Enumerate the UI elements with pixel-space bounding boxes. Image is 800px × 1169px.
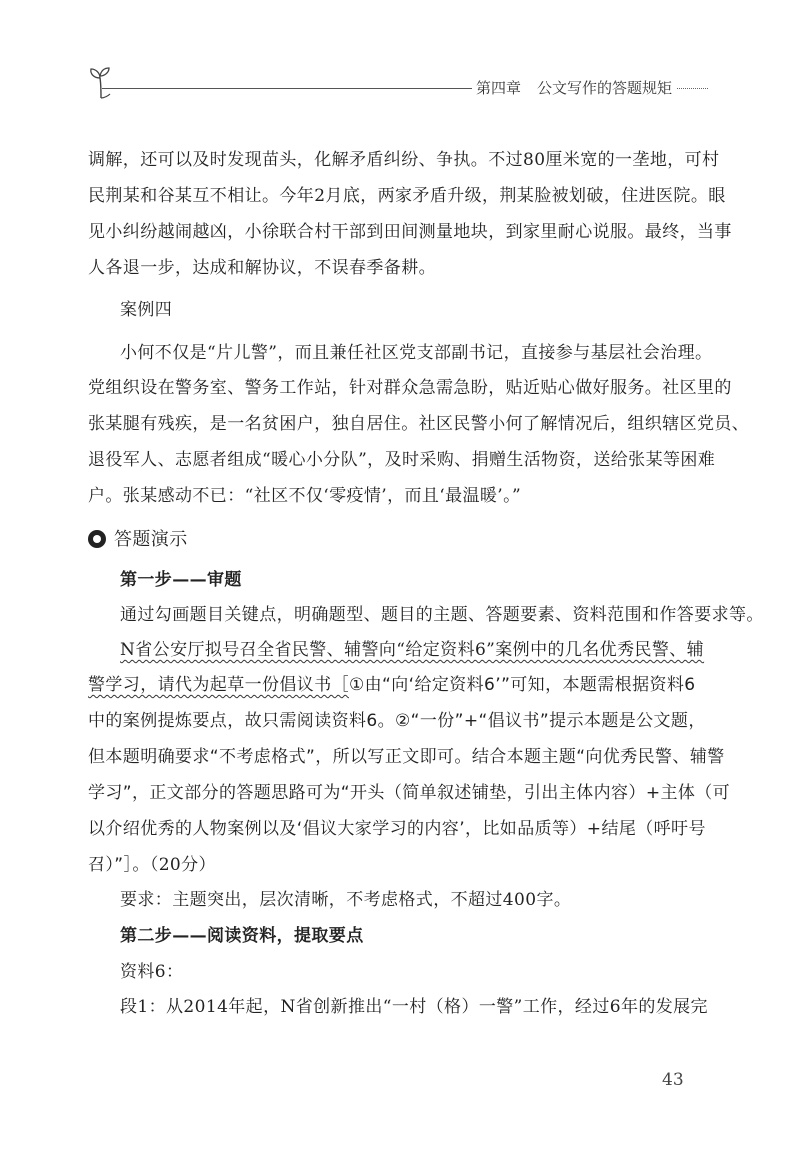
- sprout-icon: [88, 64, 114, 100]
- question-text: N省公安厅拟号召全省民警、辅警向“给定资料6”案例中的几名优秀民警、辅: [120, 640, 705, 660]
- case-heading: 案例四: [120, 300, 173, 320]
- section-heading: [88, 530, 708, 550]
- annotation-line: 但本题明确要求“不考虑格式”，所以写正文即可。结合本题主题“向优秀民警、辅警: [88, 747, 725, 767]
- material-label: 资料6：: [120, 962, 184, 982]
- body-line: 见小纠纷越闹越凶，小徐联合村干部到田间测量地块，到家里耐心说服。最终，当事: [88, 222, 732, 242]
- body-line: 党组织设在警务室、警务工作站，针对群众急需急盼，贴近贴心做好服务。社区里的: [88, 378, 732, 398]
- chapter-title: [472, 77, 676, 98]
- section-title: 答题演示: [114, 529, 188, 550]
- body-line: 退役军人、志愿者组成“暖心小分队”，及时采购、捐赠生活物资，送给张某等困难: [88, 450, 716, 470]
- body-line: 户。张某感动不已：“社区不仅‘零疫情’，而且‘最温暖’。”: [88, 486, 522, 506]
- body-line: 张某腿有残疾，是一名贫困户，独自居住。社区民警小何了解情况后，组织辖区党员、: [88, 414, 750, 434]
- annotation-line: 中的案例提炼要点，故只需阅读资料6。②“一份”+“倡议书”提示本题是公文题，: [88, 711, 706, 731]
- annotation-line: 学习”，正文部分的答题思路可为“开头（简单叙述铺垫，引出主体内容）+主体（可: [88, 783, 731, 803]
- chapter-name: 公文写作的答题规矩: [537, 79, 673, 97]
- question-text: 警学习，请代为起草一份倡议书［: [88, 675, 349, 695]
- section-bullet-icon: [88, 530, 106, 548]
- annotation-text: ①由“向‘给定资料6’”可知，本题需根据资料6: [349, 675, 696, 695]
- body-line: 民荆某和谷某互不相让。今年2月底，两家矛盾升级，荆某脸被划破，住进医院。眼: [88, 186, 726, 206]
- question-line: [88, 675, 708, 695]
- annotation-text: 召）”: [88, 855, 124, 875]
- body-line: 段1：从2014年起，N省创新推出“一村（格）一警”工作，经过6年的发展完: [120, 997, 708, 1017]
- step-heading: 第一步——审题: [120, 570, 242, 590]
- annotation-line: 以介绍优秀的人物案例以及‘倡议大家学习的内容’，比如品质等）+结尾（呼吁号: [88, 819, 706, 839]
- question-line: [120, 640, 740, 660]
- body-line: 小何不仅是“片儿警”，而且兼任社区党支部副书记，直接参与基层社会治理。: [120, 343, 713, 363]
- body-line: 调解，还可以及时发现苗头，化解矛盾纠纷、争执。不过80厘米宽的一垄地，可村: [88, 150, 720, 170]
- question-line: [88, 855, 708, 875]
- running-header: [88, 64, 708, 104]
- page-number: 43: [662, 1070, 684, 1090]
- body-line: 通过勾画题目关键点，明确题型、题目的主题、答题要素、资料范围和作答要求等。: [120, 605, 764, 625]
- requirement-line: 要求：主题突出，层次清晰，不考虑格式，不超过400字。: [120, 890, 572, 910]
- step-heading: 第二步——阅读资料，提取要点: [120, 926, 364, 946]
- body-line: 人各退一步，达成和解协议，不误春季备耕。: [88, 258, 436, 278]
- question-score: ］。（20分）: [123, 855, 216, 875]
- chapter-number: 第四章: [476, 79, 522, 97]
